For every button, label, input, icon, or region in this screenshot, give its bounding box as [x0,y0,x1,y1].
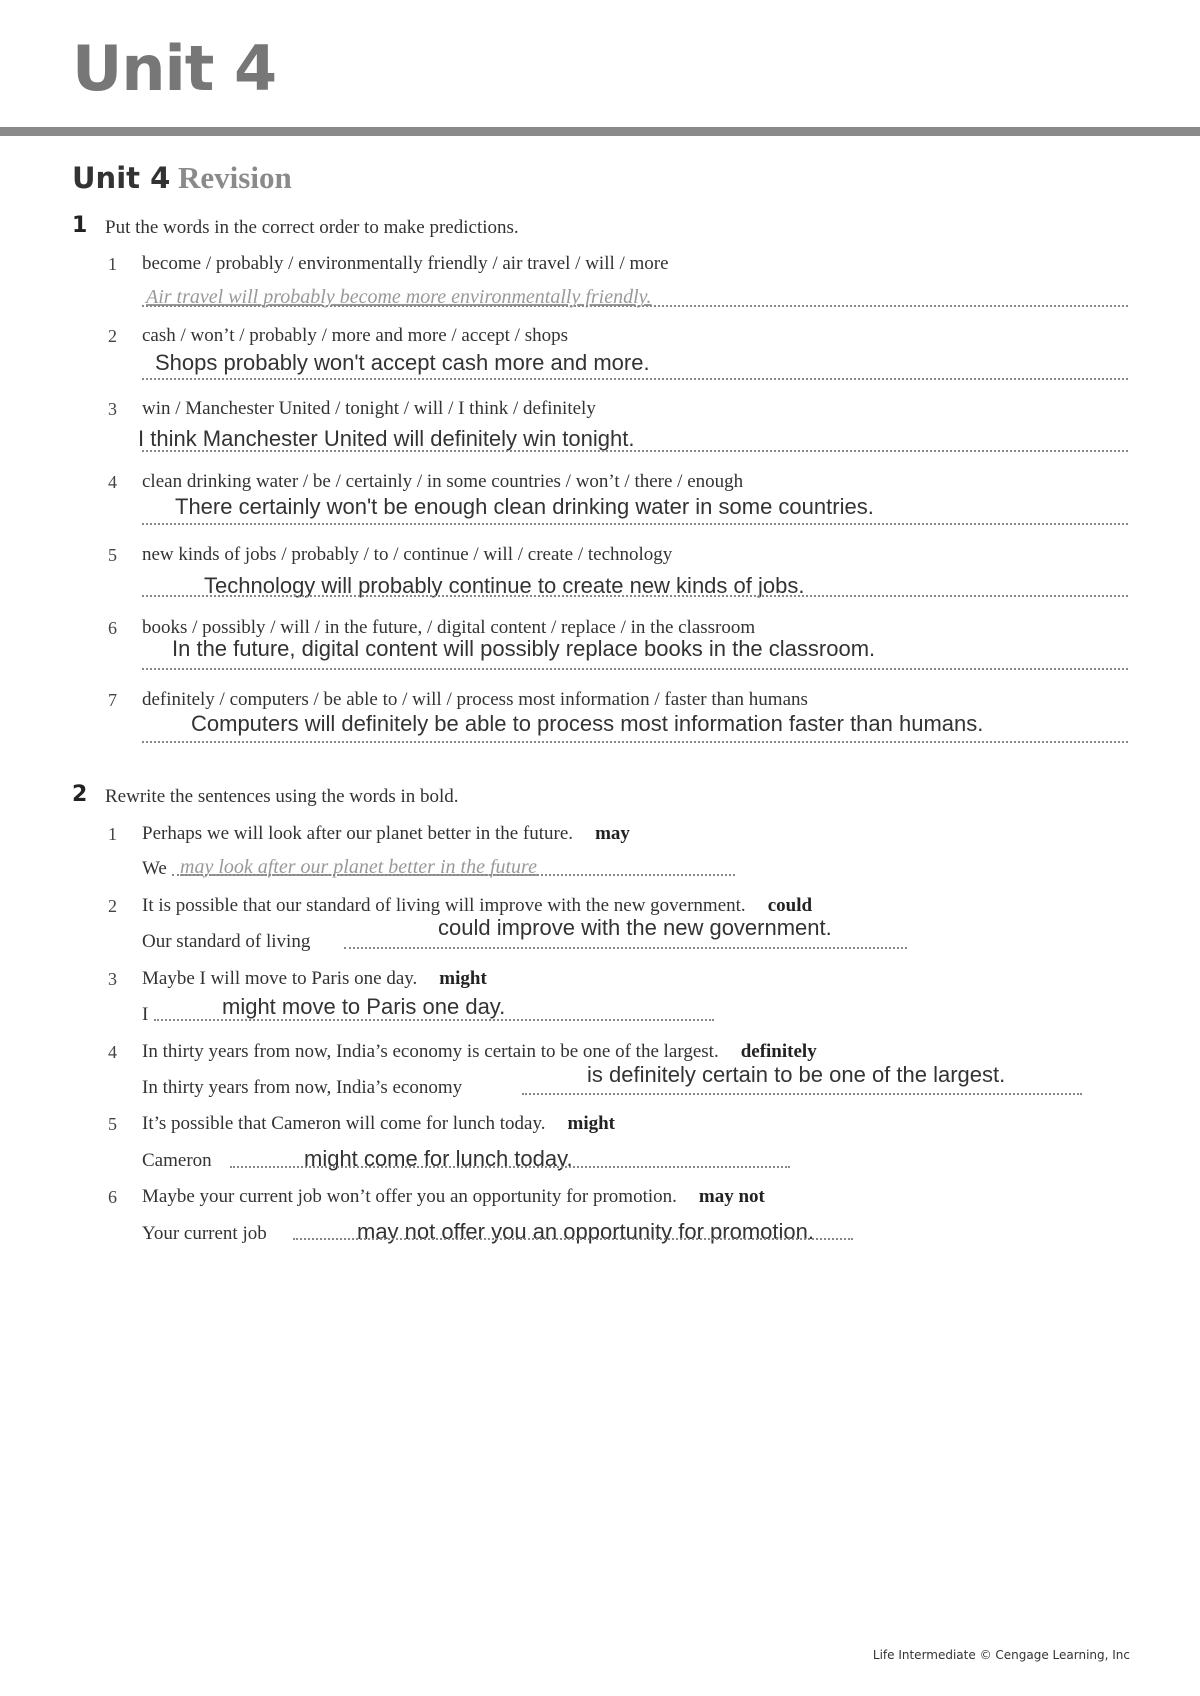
ex1-item-2-answer: Shops probably won't accept cash more and more. [155,350,650,375]
ex2-item-2-bold-word: could [767,895,813,916]
ex2-item-3-prefix: I [142,1004,149,1025]
ex1-item-3-line [142,450,1128,452]
ex2-item-5-line [230,1166,790,1168]
ex1-item-1-number: 1 [108,254,117,274]
ex2-item-3-number: 3 [108,969,117,989]
ex2-item-4-prefix: In thirty years from now, India’s economy [142,1077,463,1098]
ex1-item-4-prompt: clean drinking water / be / certainly / in some countries / won’t / there / enough [142,471,744,492]
ex1-item-4-line [142,523,1128,525]
ex2-item-2-text: It is possible that our standard of living will improve with the new government. [142,895,746,916]
ex2-item-3-line [154,1019,714,1021]
ex1-item-6-line [142,668,1128,670]
ex1-item-3-answer: I think Manchester United will definitely win tonight. [138,426,635,451]
exercise-2-number: 2 [72,782,88,807]
ex2-item-6-text: Maybe your current job won’t offer you an opportunity for promotion. [142,1186,677,1207]
title-revision: Revision [178,160,292,195]
ex2-item-2-line [344,947,907,949]
ex2-item-6-line [293,1238,853,1240]
ex2-item-6-answer: may not offer you an opportunity for promotion. [357,1219,814,1244]
ex1-item-2-prompt: cash / won’t / probably / more and more / accept / shops [142,325,568,346]
ex1-item-1-prompt: become / probably / environmentally friendly / air travel / will / more [142,253,669,274]
ex2-item-2-number: 2 [108,896,117,916]
ex1-item-7-answer: Computers will definitely be able to process most information faster than humans. [191,711,984,736]
ex1-item-5-number: 5 [108,545,117,565]
title-unit: Unit 4 [72,161,171,195]
ex1-item-7-number: 7 [108,690,117,710]
ex2-item-4-line [522,1093,1082,1095]
ex2-item-1-prefix: We [142,858,167,879]
ex2-item-6-sentence [142,1186,765,1208]
unit-header: Unit 4 [72,32,277,105]
ex1-item-3-number: 3 [108,399,117,419]
ex2-item-4-answer: is definitely certain to be one of the largest. [587,1062,1006,1087]
ex2-item-5-bold-word: might [567,1113,615,1134]
ex2-item-4-bold-word: definitely [740,1041,817,1062]
ex2-item-3-answer: might move to Paris one day. [222,994,506,1019]
footer-copyright: Life Intermediate © Cengage Learning, Inc [872,1648,1130,1662]
ex2-item-4-sentence [142,1041,817,1063]
ex1-item-5-line [142,595,1128,597]
ex2-item-1-bold-word: may [595,823,630,844]
ex2-item-1-number: 1 [108,824,117,844]
exercise-1-number: 1 [72,213,88,238]
ex1-item-6-answer: In the future, digital content will possibly replace books in the classroom. [172,636,876,661]
ex1-item-3-prompt: win / Manchester United / tonight / will / I think / definitely [142,398,596,419]
header-rule [0,127,1200,136]
ex2-item-2-sentence [142,895,812,917]
ex1-item-2-line [142,378,1128,380]
ex2-item-4-text: In thirty years from now, India’s economy is certain to be one of the largest. [142,1041,719,1062]
ex1-item-1-answer: Air travel will probably become more environmentally friendly. [146,286,652,308]
ex2-item-5-prefix: Cameron [142,1150,212,1171]
ex2-item-1-line [172,874,735,876]
ex2-item-1-text: Perhaps we will look after our planet better in the future. [142,823,574,844]
ex1-item-6-number: 6 [108,618,117,638]
ex1-item-1-line [142,305,1128,307]
ex2-item-1-sentence [142,823,630,845]
ex1-item-4-answer: There certainly won't be enough clean drinking water in some countries. [175,494,874,519]
ex2-item-3-sentence [142,968,487,990]
ex1-item-6-prompt: books / possibly / will / in the future, / digital content / replace / in the classroom [142,617,756,638]
ex2-item-5-number: 5 [108,1114,117,1134]
exercise-1-instruction: Put the words in the correct order to make predictions. [105,217,519,238]
ex1-item-2-number: 2 [108,326,117,346]
ex2-item-3-text: Maybe I will move to Paris one day. [142,968,418,989]
ex2-item-5-sentence [142,1113,615,1135]
exercise-2-instruction: Rewrite the sentences using the words in bold. [105,786,459,807]
ex1-item-7-prompt: definitely / computers / be able to / will / process most information / faster than humans [142,689,808,710]
page-title [72,162,292,193]
ex2-item-5-answer: might come for lunch today. [304,1146,573,1171]
ex2-item-5-text: It’s possible that Cameron will come for lunch today. [142,1113,546,1134]
ex1-item-5-prompt: new kinds of jobs / probably / to / continue / will / create / technology [142,544,673,565]
ex2-item-2-answer: could improve with the new government. [438,915,832,940]
ex2-item-3-bold-word: might [439,968,487,989]
ex1-item-4-number: 4 [108,472,117,492]
ex1-item-5-answer: Technology will probably continue to create new kinds of jobs. [204,573,805,598]
ex2-item-6-prefix: Your current job [142,1223,267,1244]
ex1-item-7-line [142,741,1128,743]
ex2-item-6-number: 6 [108,1187,117,1207]
ex2-item-4-number: 4 [108,1042,117,1062]
ex2-item-6-bold-word: may not [698,1186,765,1207]
ex2-item-1-answer: may look after our planet better in the future [180,856,537,878]
ex2-item-2-prefix: Our standard of living [142,931,311,952]
